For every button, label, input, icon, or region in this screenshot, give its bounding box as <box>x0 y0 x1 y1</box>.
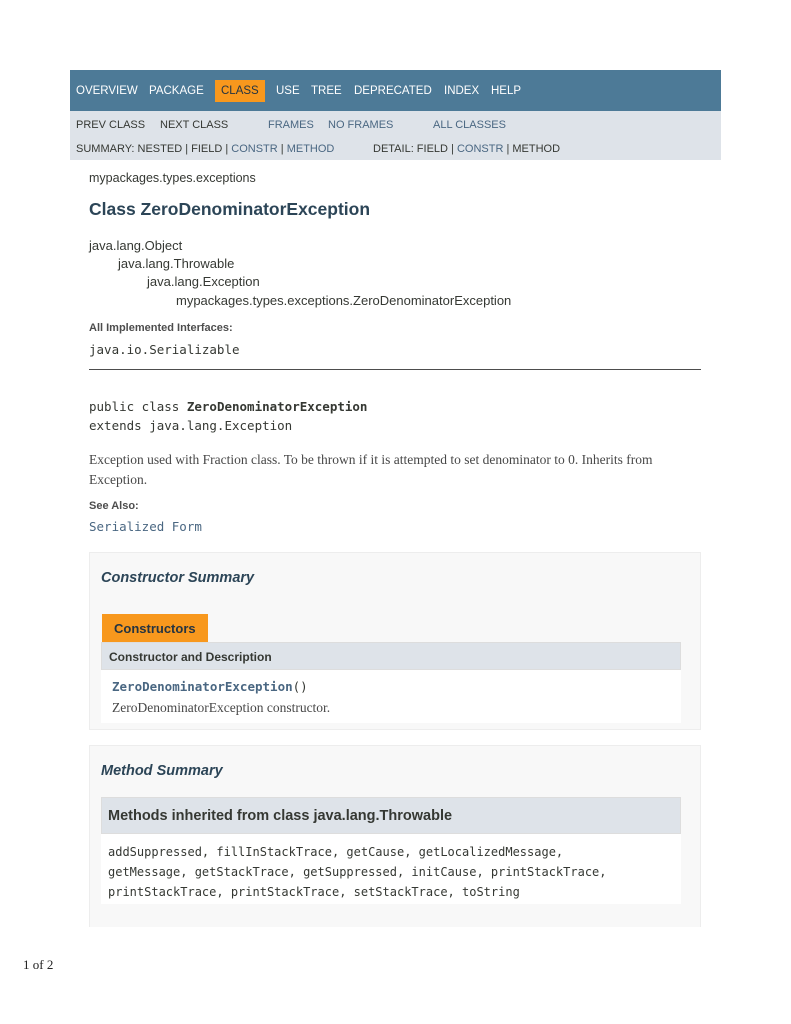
nav-deprecated-link[interactable]: DEPRECATED <box>354 85 432 97</box>
constructor-summary-heading: Constructor Summary <box>101 570 255 586</box>
nav-use-link[interactable]: USE <box>276 85 300 97</box>
constructor-signature <box>112 679 308 694</box>
nav-index-link[interactable]: INDEX <box>444 85 480 97</box>
method-summary-section <box>89 745 701 927</box>
class-title: Class ZeroDenominatorException <box>89 199 371 219</box>
nav-help-link[interactable]: HELP <box>491 85 522 97</box>
constructor-description: ZeroDenominatorException constructor. <box>112 700 331 715</box>
inheritance-level-4: mypackages.types.exceptions.ZeroDenominatorException <box>176 293 512 308</box>
no-frames-link[interactable]: NO FRAMES <box>328 119 394 131</box>
detail-method-label: METHOD <box>512 143 561 155</box>
class-signature-line-2: extends java.lang.Exception <box>89 418 293 433</box>
constructor-table-header: Constructor and Description <box>101 642 681 670</box>
all-classes-link[interactable]: ALL CLASSES <box>433 119 506 131</box>
summary-separator: | <box>277 143 287 155</box>
nav-class-tab-active: CLASS <box>215 80 265 102</box>
constructor-parens: () <box>292 679 308 694</box>
nav-tree-link[interactable]: TREE <box>311 85 342 97</box>
constructor-summary-section <box>89 552 701 730</box>
summary-constr-link[interactable]: CONSTR <box>231 143 278 155</box>
signature-class-name: ZeroDenominatorException <box>186 399 368 414</box>
inherited-methods-list <box>101 834 681 904</box>
constructor-link[interactable]: ZeroDenominatorException <box>112 679 293 694</box>
detail-nav <box>373 143 560 155</box>
detail-prefix: DETAIL: FIELD | <box>373 143 457 155</box>
summary-method-link[interactable]: METHOD <box>286 143 335 155</box>
inheritance-level-3: java.lang.Exception <box>147 274 260 289</box>
implemented-interfaces-value: java.io.Serializable <box>89 342 240 357</box>
inherited-methods-text <box>108 842 607 902</box>
constructor-row <box>101 670 681 723</box>
inherited-methods-header: Methods inherited from class java.lang.Throwable <box>101 797 681 834</box>
inherited-methods-line-3: printStackTrace, printStackTrace, setStackTrace, toString <box>108 885 520 899</box>
inheritance-level-2: java.lang.Throwable <box>118 256 235 271</box>
inherited-methods-line-2: getMessage, getStackTrace, getSuppressed, initCause, printStackTrace, <box>108 865 607 879</box>
nav-package-link[interactable]: PACKAGE <box>149 85 204 97</box>
page-number: 1 of 2 <box>23 957 54 972</box>
detail-separator: | <box>503 143 513 155</box>
inheritance-level-1: java.lang.Object <box>89 238 183 253</box>
method-summary-heading: Method Summary <box>101 763 223 779</box>
top-nav-bar <box>70 70 721 111</box>
see-also-label: See Also: <box>89 500 139 512</box>
next-class-label: NEXT CLASS <box>160 119 229 131</box>
package-name: mypackages.types.exceptions <box>89 171 256 185</box>
signature-prefix: public class <box>89 399 187 414</box>
inherited-methods-line-1: addSuppressed, fillInStackTrace, getCause, getLocalizedMessage, <box>108 845 564 859</box>
class-description: Exception used with Fraction class. To be thrown if it is attempted to set denominator to 0. Inherits from Exception. <box>89 452 653 487</box>
summary-prefix: SUMMARY: NESTED | FIELD | <box>76 143 232 155</box>
constructors-tab: Constructors <box>102 614 208 642</box>
implemented-interfaces-label: All Implemented Interfaces: <box>89 322 233 334</box>
sub-nav-bar <box>70 111 721 160</box>
class-signature-line-1 <box>89 399 367 414</box>
detail-constr-link[interactable]: CONSTR <box>456 143 504 155</box>
serialized-form-link[interactable]: Serialized Form <box>89 519 202 534</box>
prev-class-label: PREV CLASS <box>76 119 146 131</box>
frames-link[interactable]: FRAMES <box>268 119 314 131</box>
summary-nav <box>76 143 334 155</box>
nav-overview-link[interactable]: OVERVIEW <box>76 85 138 97</box>
divider <box>89 369 701 370</box>
